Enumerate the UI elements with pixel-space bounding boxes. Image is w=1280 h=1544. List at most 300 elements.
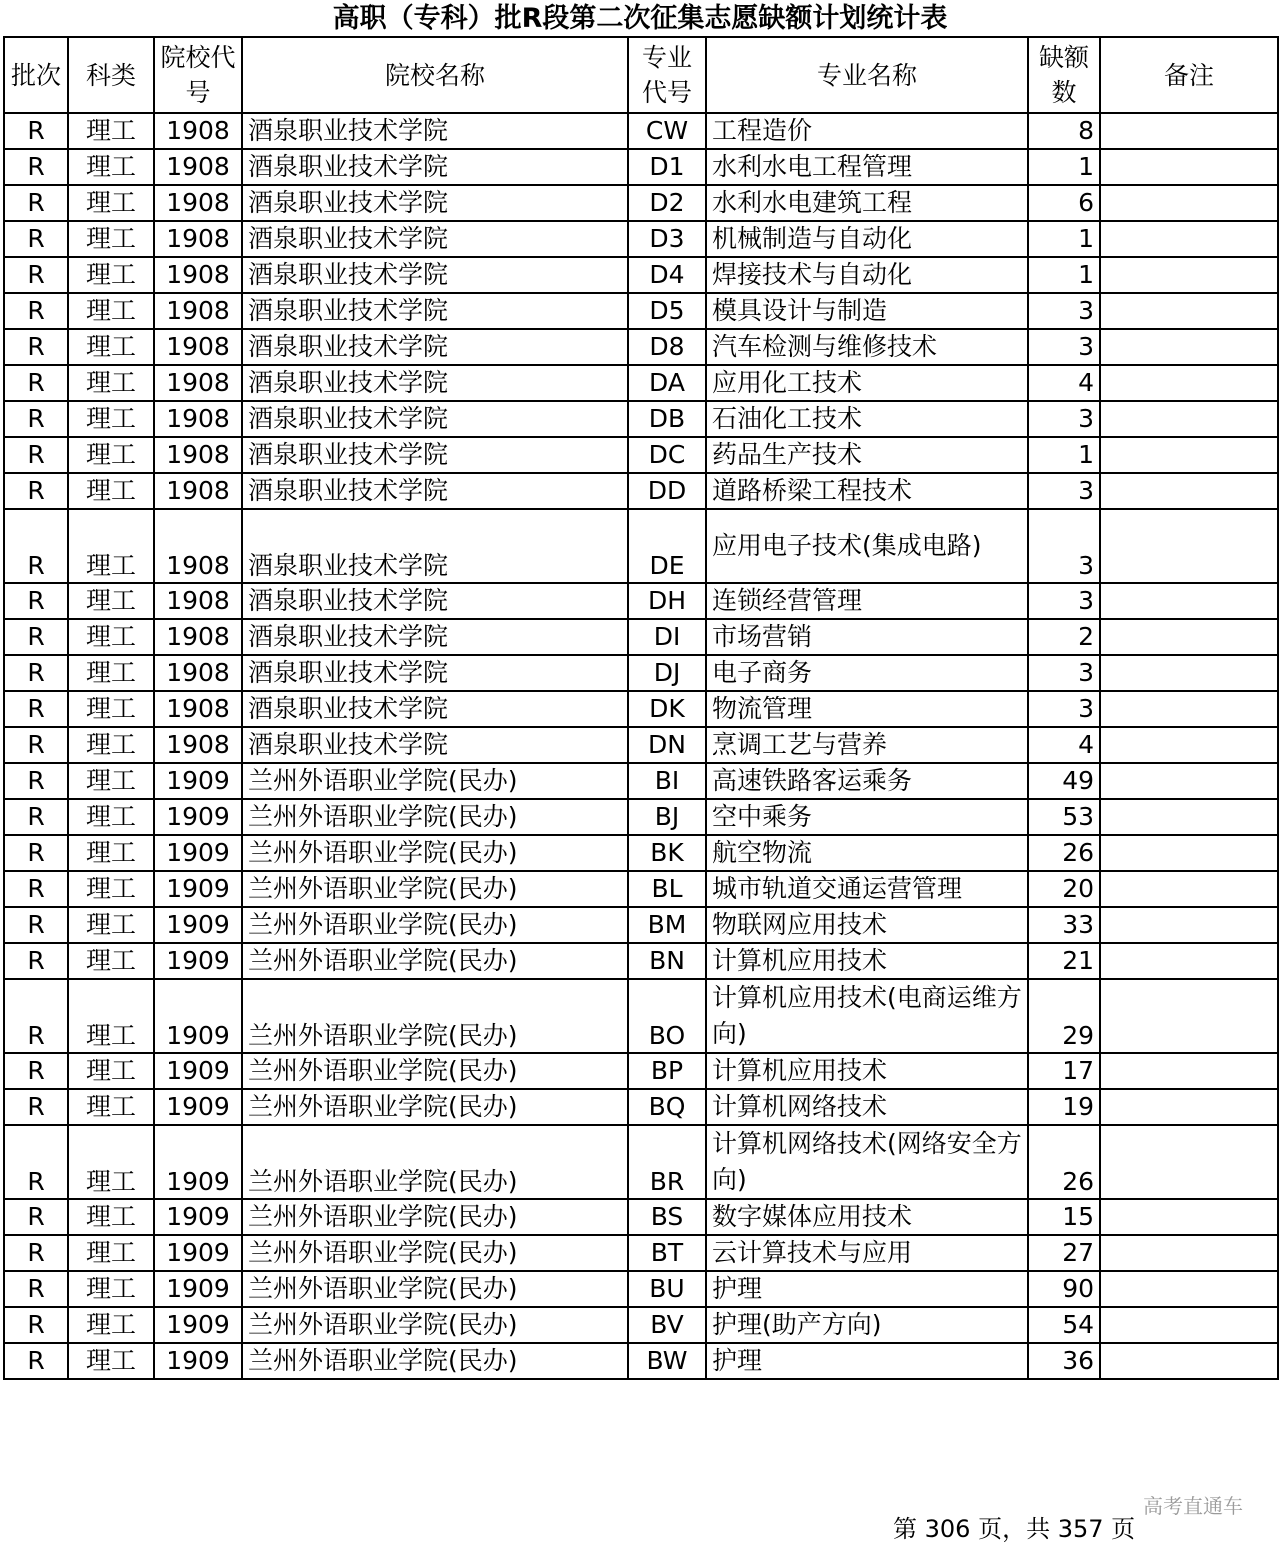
- cell-note: [1100, 257, 1278, 293]
- cell-major-code: DC: [628, 437, 706, 473]
- cell-major-name: 物联网应用技术: [706, 907, 1028, 943]
- table-row: [4, 185, 1278, 221]
- cell-vacancy: 4: [1028, 727, 1100, 763]
- table-row: [4, 1199, 1278, 1235]
- cell-school-code: 1908: [154, 509, 242, 583]
- cell-major-code: D2: [628, 185, 706, 221]
- cell-school-name: 兰州外语职业学院(民办): [242, 907, 628, 943]
- cell-school-code: 1909: [154, 1125, 242, 1199]
- cell-vacancy: 53: [1028, 799, 1100, 835]
- cell-category: 理工: [68, 727, 154, 763]
- cell-school-code: 1909: [154, 1271, 242, 1307]
- cell-major-code: BL: [628, 871, 706, 907]
- table-row: [4, 619, 1278, 655]
- cell-major-name: 云计算技术与应用: [706, 1235, 1028, 1271]
- table-row: [4, 799, 1278, 835]
- table-row: [4, 509, 1278, 583]
- cell-school-code: 1908: [154, 365, 242, 401]
- table-row: [4, 727, 1278, 763]
- table-row: [4, 1343, 1278, 1379]
- cell-category: 理工: [68, 1343, 154, 1379]
- cell-batch: R: [4, 943, 68, 979]
- cell-note: [1100, 1089, 1278, 1125]
- table-row: [4, 1125, 1278, 1199]
- cell-school-code: 1908: [154, 329, 242, 365]
- cell-major-code: BQ: [628, 1089, 706, 1125]
- vacancy-plan-table: [3, 36, 1279, 1380]
- cell-note: [1100, 185, 1278, 221]
- cell-batch: R: [4, 1271, 68, 1307]
- table-row: [4, 365, 1278, 401]
- cell-school-name: 酒泉职业技术学院: [242, 329, 628, 365]
- header-major-code: 专业代号: [628, 37, 706, 113]
- cell-major-code: DB: [628, 401, 706, 437]
- cell-major-name: 汽车检测与维修技术: [706, 329, 1028, 365]
- table-row: [4, 473, 1278, 509]
- cell-category: 理工: [68, 763, 154, 799]
- cell-major-code: BP: [628, 1053, 706, 1089]
- cell-major-name: 计算机应用技术: [706, 943, 1028, 979]
- cell-category: 理工: [68, 1089, 154, 1125]
- cell-school-name: 兰州外语职业学院(民办): [242, 1125, 628, 1199]
- cell-school-code: 1908: [154, 437, 242, 473]
- cell-note: [1100, 943, 1278, 979]
- cell-vacancy: 3: [1028, 293, 1100, 329]
- cell-school-name: 酒泉职业技术学院: [242, 257, 628, 293]
- table-body: [4, 113, 1278, 1379]
- cell-note: [1100, 329, 1278, 365]
- cell-major-name: 水利水电工程管理: [706, 149, 1028, 185]
- cell-school-name: 酒泉职业技术学院: [242, 113, 628, 149]
- cell-vacancy: 4: [1028, 365, 1100, 401]
- cell-major-code: D1: [628, 149, 706, 185]
- cell-major-name: 模具设计与制造: [706, 293, 1028, 329]
- cell-batch: R: [4, 185, 68, 221]
- cell-batch: R: [4, 1235, 68, 1271]
- cell-vacancy: 19: [1028, 1089, 1100, 1125]
- cell-major-name: 应用化工技术: [706, 365, 1028, 401]
- cell-major-name: 计算机网络技术: [706, 1089, 1028, 1125]
- cell-batch: R: [4, 691, 68, 727]
- cell-vacancy: 54: [1028, 1307, 1100, 1343]
- cell-batch: R: [4, 1199, 68, 1235]
- cell-category: 理工: [68, 509, 154, 583]
- cell-school-code: 1909: [154, 943, 242, 979]
- cell-batch: R: [4, 293, 68, 329]
- cell-major-name: 城市轨道交通运营管理: [706, 871, 1028, 907]
- cell-school-code: 1908: [154, 583, 242, 619]
- cell-batch: R: [4, 149, 68, 185]
- cell-school-name: 兰州外语职业学院(民办): [242, 1053, 628, 1089]
- cell-major-name: 机械制造与自动化: [706, 221, 1028, 257]
- table-row: [4, 979, 1278, 1053]
- cell-note: [1100, 871, 1278, 907]
- table-row: [4, 763, 1278, 799]
- cell-category: 理工: [68, 835, 154, 871]
- cell-school-code: 1909: [154, 1235, 242, 1271]
- cell-category: 理工: [68, 583, 154, 619]
- cell-school-name: 兰州外语职业学院(民办): [242, 1199, 628, 1235]
- cell-school-name: 酒泉职业技术学院: [242, 619, 628, 655]
- cell-note: [1100, 691, 1278, 727]
- cell-note: [1100, 799, 1278, 835]
- cell-vacancy: 29: [1028, 979, 1100, 1053]
- cell-batch: R: [4, 437, 68, 473]
- cell-school-code: 1908: [154, 113, 242, 149]
- header-school-code: 院校代号: [154, 37, 242, 113]
- cell-note: [1100, 401, 1278, 437]
- cell-major-code: DJ: [628, 655, 706, 691]
- cell-vacancy: 21: [1028, 943, 1100, 979]
- cell-batch: R: [4, 907, 68, 943]
- table-row: [4, 257, 1278, 293]
- cell-major-code: DA: [628, 365, 706, 401]
- cell-vacancy: 3: [1028, 329, 1100, 365]
- cell-school-name: 酒泉职业技术学院: [242, 293, 628, 329]
- cell-category: 理工: [68, 113, 154, 149]
- cell-major-code: DN: [628, 727, 706, 763]
- table-row: [4, 691, 1278, 727]
- cell-school-name: 兰州外语职业学院(民办): [242, 1271, 628, 1307]
- table-row: [4, 655, 1278, 691]
- cell-school-name: 酒泉职业技术学院: [242, 437, 628, 473]
- cell-category: 理工: [68, 943, 154, 979]
- table-row: [4, 907, 1278, 943]
- cell-major-code: BJ: [628, 799, 706, 835]
- cell-category: 理工: [68, 365, 154, 401]
- header-school-name: 院校名称: [242, 37, 628, 113]
- cell-major-code: BN: [628, 943, 706, 979]
- table-row: [4, 329, 1278, 365]
- table-row: [4, 293, 1278, 329]
- cell-school-name: 酒泉职业技术学院: [242, 691, 628, 727]
- cell-school-name: 兰州外语职业学院(民办): [242, 1089, 628, 1125]
- cell-major-code: BI: [628, 763, 706, 799]
- cell-major-name: 数字媒体应用技术: [706, 1199, 1028, 1235]
- cell-batch: R: [4, 365, 68, 401]
- cell-category: 理工: [68, 221, 154, 257]
- cell-vacancy: 90: [1028, 1271, 1100, 1307]
- cell-category: 理工: [68, 1307, 154, 1343]
- cell-category: 理工: [68, 799, 154, 835]
- table-row: [4, 1307, 1278, 1343]
- cell-category: 理工: [68, 691, 154, 727]
- cell-vacancy: 15: [1028, 1199, 1100, 1235]
- cell-vacancy: 20: [1028, 871, 1100, 907]
- cell-vacancy: 3: [1028, 583, 1100, 619]
- cell-note: [1100, 907, 1278, 943]
- cell-note: [1100, 473, 1278, 509]
- cell-batch: R: [4, 1125, 68, 1199]
- cell-category: 理工: [68, 1235, 154, 1271]
- cell-vacancy: 2: [1028, 619, 1100, 655]
- cell-category: 理工: [68, 257, 154, 293]
- cell-vacancy: 1: [1028, 257, 1100, 293]
- header-note: 备注: [1100, 37, 1278, 113]
- cell-major-code: DE: [628, 509, 706, 583]
- cell-note: [1100, 1235, 1278, 1271]
- cell-school-code: 1909: [154, 799, 242, 835]
- cell-vacancy: 3: [1028, 655, 1100, 691]
- table-row: [4, 835, 1278, 871]
- cell-school-code: 1908: [154, 149, 242, 185]
- cell-school-name: 酒泉职业技术学院: [242, 509, 628, 583]
- cell-school-name: 酒泉职业技术学院: [242, 185, 628, 221]
- cell-note: [1100, 979, 1278, 1053]
- cell-note: [1100, 763, 1278, 799]
- cell-note: [1100, 619, 1278, 655]
- cell-batch: R: [4, 763, 68, 799]
- cell-school-code: 1909: [154, 1089, 242, 1125]
- cell-batch: R: [4, 1053, 68, 1089]
- cell-batch: R: [4, 329, 68, 365]
- cell-major-name: 护理: [706, 1271, 1028, 1307]
- cell-vacancy: 36: [1028, 1343, 1100, 1379]
- cell-category: 理工: [68, 1271, 154, 1307]
- cell-school-code: 1908: [154, 691, 242, 727]
- cell-school-code: 1909: [154, 1343, 242, 1379]
- cell-vacancy: 49: [1028, 763, 1100, 799]
- cell-note: [1100, 1199, 1278, 1235]
- cell-school-code: 1908: [154, 185, 242, 221]
- cell-vacancy: 26: [1028, 1125, 1100, 1199]
- cell-note: [1100, 293, 1278, 329]
- cell-school-code: 1909: [154, 835, 242, 871]
- cell-note: [1100, 437, 1278, 473]
- page-footer: 第 306 页，共 357 页: [893, 1515, 1136, 1543]
- cell-major-name: 水利水电建筑工程: [706, 185, 1028, 221]
- header-category: 科类: [68, 37, 154, 113]
- cell-batch: R: [4, 655, 68, 691]
- cell-major-code: BU: [628, 1271, 706, 1307]
- cell-batch: R: [4, 257, 68, 293]
- table-row: [4, 583, 1278, 619]
- cell-school-name: 兰州外语职业学院(民办): [242, 871, 628, 907]
- cell-vacancy: 1: [1028, 221, 1100, 257]
- cell-school-code: 1909: [154, 763, 242, 799]
- table-row: [4, 401, 1278, 437]
- cell-major-name: 道路桥梁工程技术: [706, 473, 1028, 509]
- cell-note: [1100, 365, 1278, 401]
- cell-category: 理工: [68, 149, 154, 185]
- cell-major-code: CW: [628, 113, 706, 149]
- cell-school-code: 1908: [154, 293, 242, 329]
- cell-school-code: 1908: [154, 655, 242, 691]
- cell-note: [1100, 149, 1278, 185]
- table-header-row: [4, 37, 1278, 113]
- cell-vacancy: 3: [1028, 509, 1100, 583]
- cell-vacancy: 3: [1028, 473, 1100, 509]
- cell-note: [1100, 835, 1278, 871]
- cell-school-code: 1909: [154, 1053, 242, 1089]
- cell-vacancy: 8: [1028, 113, 1100, 149]
- cell-category: 理工: [68, 907, 154, 943]
- cell-batch: R: [4, 799, 68, 835]
- cell-school-name: 酒泉职业技术学院: [242, 473, 628, 509]
- cell-vacancy: 3: [1028, 401, 1100, 437]
- cell-major-name: 计算机应用技术(电商运维方向): [706, 979, 1028, 1053]
- cell-batch: R: [4, 619, 68, 655]
- cell-batch: R: [4, 1307, 68, 1343]
- cell-vacancy: 3: [1028, 691, 1100, 727]
- table-row: [4, 1271, 1278, 1307]
- cell-note: [1100, 1307, 1278, 1343]
- cell-school-code: 1909: [154, 979, 242, 1053]
- cell-category: 理工: [68, 437, 154, 473]
- cell-school-code: 1908: [154, 257, 242, 293]
- cell-vacancy: 27: [1028, 1235, 1100, 1271]
- cell-school-name: 兰州外语职业学院(民办): [242, 799, 628, 835]
- cell-major-code: BV: [628, 1307, 706, 1343]
- cell-school-name: 酒泉职业技术学院: [242, 365, 628, 401]
- cell-school-code: 1908: [154, 473, 242, 509]
- cell-major-name: 连锁经营管理: [706, 583, 1028, 619]
- cell-note: [1100, 1053, 1278, 1089]
- cell-school-name: 兰州外语职业学院(民办): [242, 1235, 628, 1271]
- table-row: [4, 871, 1278, 907]
- cell-major-code: DK: [628, 691, 706, 727]
- cell-major-code: BS: [628, 1199, 706, 1235]
- cell-batch: R: [4, 835, 68, 871]
- cell-category: 理工: [68, 185, 154, 221]
- cell-school-code: 1908: [154, 727, 242, 763]
- cell-school-name: 酒泉职业技术学院: [242, 583, 628, 619]
- cell-category: 理工: [68, 1125, 154, 1199]
- cell-school-name: 酒泉职业技术学院: [242, 655, 628, 691]
- cell-major-code: BW: [628, 1343, 706, 1379]
- cell-school-name: 酒泉职业技术学院: [242, 401, 628, 437]
- cell-note: [1100, 1125, 1278, 1199]
- cell-school-code: 1909: [154, 1307, 242, 1343]
- cell-school-name: 兰州外语职业学院(民办): [242, 1343, 628, 1379]
- table-row: [4, 1235, 1278, 1271]
- cell-note: [1100, 1271, 1278, 1307]
- cell-major-name: 护理: [706, 1343, 1028, 1379]
- cell-vacancy: 1: [1028, 437, 1100, 473]
- cell-school-code: 1908: [154, 221, 242, 257]
- cell-school-name: 酒泉职业技术学院: [242, 221, 628, 257]
- table-row: [4, 1089, 1278, 1125]
- cell-batch: R: [4, 979, 68, 1053]
- cell-note: [1100, 1343, 1278, 1379]
- table-row: [4, 943, 1278, 979]
- cell-category: 理工: [68, 979, 154, 1053]
- table-row: [4, 113, 1278, 149]
- cell-batch: R: [4, 401, 68, 437]
- table-row: [4, 1053, 1278, 1089]
- cell-vacancy: 1: [1028, 149, 1100, 185]
- table-row: [4, 221, 1278, 257]
- header-major-name: 专业名称: [706, 37, 1028, 113]
- cell-category: 理工: [68, 329, 154, 365]
- cell-vacancy: 17: [1028, 1053, 1100, 1089]
- cell-batch: R: [4, 871, 68, 907]
- cell-school-code: 1908: [154, 619, 242, 655]
- cell-batch: R: [4, 727, 68, 763]
- cell-school-name: 兰州外语职业学院(民办): [242, 979, 628, 1053]
- cell-major-code: BT: [628, 1235, 706, 1271]
- cell-major-code: BO: [628, 979, 706, 1053]
- cell-major-name: 应用电子技术(集成电路): [706, 509, 1028, 583]
- cell-category: 理工: [68, 401, 154, 437]
- cell-vacancy: 33: [1028, 907, 1100, 943]
- cell-category: 理工: [68, 871, 154, 907]
- cell-major-code: DD: [628, 473, 706, 509]
- cell-school-name: 兰州外语职业学院(民办): [242, 835, 628, 871]
- cell-school-code: 1909: [154, 871, 242, 907]
- cell-category: 理工: [68, 1053, 154, 1089]
- cell-major-name: 高速铁路客运乘务: [706, 763, 1028, 799]
- cell-major-name: 物流管理: [706, 691, 1028, 727]
- cell-school-name: 兰州外语职业学院(民办): [242, 763, 628, 799]
- cell-category: 理工: [68, 1199, 154, 1235]
- cell-note: [1100, 583, 1278, 619]
- cell-major-name: 烹调工艺与营养: [706, 727, 1028, 763]
- cell-school-code: 1908: [154, 401, 242, 437]
- cell-category: 理工: [68, 473, 154, 509]
- cell-category: 理工: [68, 655, 154, 691]
- header-vacancy: 缺额数: [1028, 37, 1100, 113]
- cell-major-name: 工程造价: [706, 113, 1028, 149]
- cell-school-code: 1909: [154, 907, 242, 943]
- table-row: [4, 149, 1278, 185]
- cell-note: [1100, 113, 1278, 149]
- cell-major-code: D4: [628, 257, 706, 293]
- watermark: 高考直通车: [1143, 1494, 1243, 1518]
- page-title: 高职（专科）批R段第二次征集志愿缺额计划统计表: [332, 3, 948, 34]
- cell-school-name: 酒泉职业技术学院: [242, 149, 628, 185]
- cell-vacancy: 6: [1028, 185, 1100, 221]
- table-row: [4, 437, 1278, 473]
- cell-note: [1100, 221, 1278, 257]
- cell-vacancy: 26: [1028, 835, 1100, 871]
- cell-major-code: BM: [628, 907, 706, 943]
- cell-major-name: 药品生产技术: [706, 437, 1028, 473]
- cell-batch: R: [4, 473, 68, 509]
- cell-batch: R: [4, 113, 68, 149]
- cell-major-name: 计算机网络技术(网络安全方向): [706, 1125, 1028, 1199]
- cell-school-code: 1909: [154, 1199, 242, 1235]
- cell-batch: R: [4, 583, 68, 619]
- cell-major-code: DH: [628, 583, 706, 619]
- cell-major-code: D5: [628, 293, 706, 329]
- cell-note: [1100, 655, 1278, 691]
- header-batch: 批次: [4, 37, 68, 113]
- cell-major-code: BR: [628, 1125, 706, 1199]
- cell-major-name: 计算机应用技术: [706, 1053, 1028, 1089]
- cell-major-code: D3: [628, 221, 706, 257]
- cell-school-name: 酒泉职业技术学院: [242, 727, 628, 763]
- cell-batch: R: [4, 1089, 68, 1125]
- cell-major-name: 航空物流: [706, 835, 1028, 871]
- cell-major-name: 护理(助产方向): [706, 1307, 1028, 1343]
- cell-major-name: 焊接技术与自动化: [706, 257, 1028, 293]
- cell-category: 理工: [68, 619, 154, 655]
- cell-school-name: 兰州外语职业学院(民办): [242, 943, 628, 979]
- cell-major-name: 市场营销: [706, 619, 1028, 655]
- cell-major-name: 石油化工技术: [706, 401, 1028, 437]
- cell-batch: R: [4, 221, 68, 257]
- cell-school-name: 兰州外语职业学院(民办): [242, 1307, 628, 1343]
- cell-category: 理工: [68, 293, 154, 329]
- cell-major-code: BK: [628, 835, 706, 871]
- cell-major-code: DI: [628, 619, 706, 655]
- cell-note: [1100, 727, 1278, 763]
- cell-batch: R: [4, 509, 68, 583]
- cell-batch: R: [4, 1343, 68, 1379]
- cell-major-name: 电子商务: [706, 655, 1028, 691]
- cell-major-code: D8: [628, 329, 706, 365]
